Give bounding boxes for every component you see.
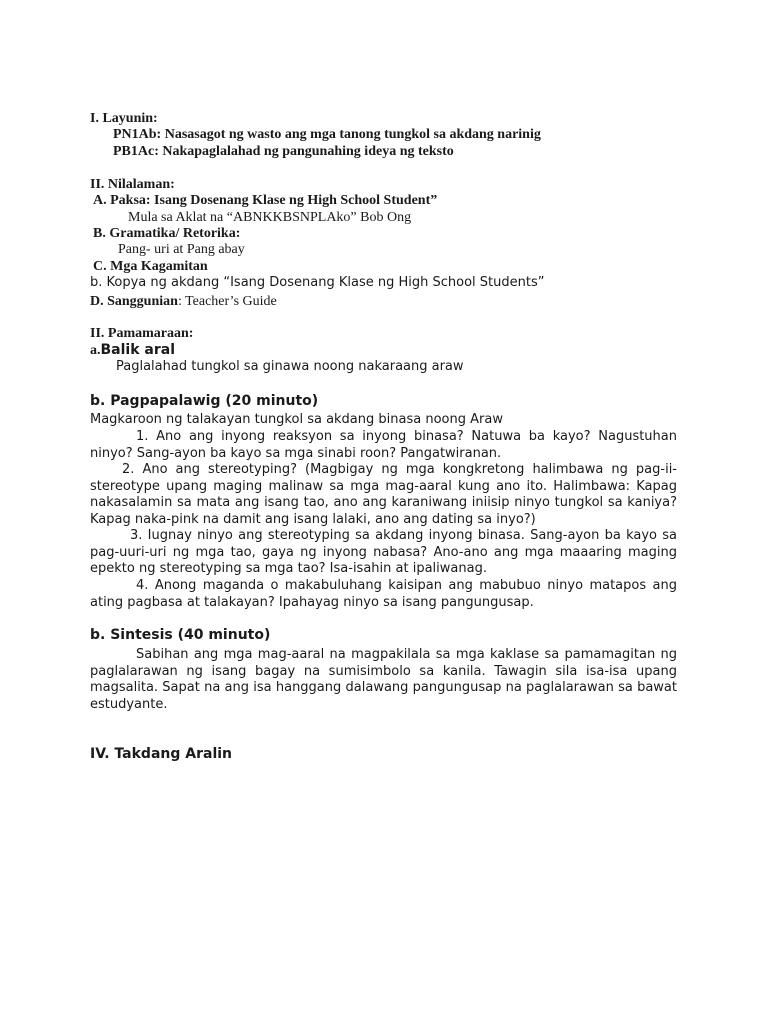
sintesis-text: Sabihan ang mga mag-aaral na magpakilala sa mga kaklase sa pamamagitan ng paglalarawan ng isang bagay na sumisimbolo sa kanila. Tawagin sila isa-isa upang magsalita. Sapat na ang isa hanggang dalawang pangungusap na paglalarawan sa bawat estudyante. bbox=[90, 647, 677, 712]
balik-aral-text: Paglalahad tungkol sa ginawa noong nakaraang araw bbox=[116, 359, 464, 374]
sanggunian-label: D. Sanggunian bbox=[90, 294, 178, 309]
question-1: 1. Ano ang inyong reaksyon sa inyong binasa? Natuwa ba kayo? Nagustuhan ninyo? Sang-ayon ba kayo sa mga sinabi roon? Pangatwiranan. bbox=[90, 429, 677, 461]
kagamitan-line: C. Mga Kagamitan bbox=[93, 259, 208, 274]
paksa-source: Mula sa Aklat na “ABNKKBSNPLAko” Bob Ong bbox=[128, 210, 412, 225]
balik-aral-prefix: a. bbox=[90, 343, 101, 358]
gramatika-value: Pang- uri at Pang abay bbox=[118, 242, 245, 257]
pamamaraan-heading: II. Pamamaraan: bbox=[90, 326, 194, 341]
question-4: 4. Anong maganda o makabuluhang kaisipan ang mabubuo ninyo matapos ang ating pagbasa at talakayan? Ipahayag ninyo sa isang pangungusap. bbox=[90, 578, 677, 610]
question-3: 3. Iugnay ninyo ang stereotyping sa akdang inyong binasa. Sang-ayon ba kayo sa pag-uuri-uri ng mga tao, gaya ng inyong nabasa? Ano-ano ang mga maaaring maging epekto ng stereotyping sa mga tao? Isa-isahin at ipaliwanag. bbox=[90, 528, 677, 577]
question-2: 2. Ano ang stereotyping? (Magbigay ng mga kongkretong halimbawa ng pag-ii-stereotype upang maging malinaw sa mga mag-aaral kung ano ito. Halimbawa: Kapag nakasalamin sa mata ang isang tao, ano ang karaniwang iniisip ninyo tungkol sa kaniya? Kapag naka-pink na damit ang isang lalaki, ano ang dating sa inyo?) bbox=[90, 462, 677, 527]
layunin-item-1: PN1Ab: Nasasagot ng wasto ang mga tanong tungkol sa akdang narinig bbox=[113, 127, 541, 142]
sintesis-heading: b. Sintesis (40 minuto) bbox=[90, 627, 271, 643]
layunin-heading: I. Layunin: bbox=[90, 111, 158, 126]
balik-aral-heading bbox=[90, 342, 175, 359]
balik-aral-label: Balik aral bbox=[100, 342, 175, 358]
pagpapalawig-heading: b. Pagpapalawig (20 minuto) bbox=[90, 393, 319, 409]
layunin-item-2: PB1Ac: Nakapaglalahad ng pangunahing ideya ng teksto bbox=[113, 144, 454, 159]
kagamitan-value: b. Kopya ng akdang “Isang Dosenang Klase ng High School Students” bbox=[90, 275, 545, 290]
sanggunian-value: : Teacher’s Guide bbox=[177, 294, 277, 309]
pagpapalawig-intro: Magkaroon ng talakayan tungkol sa akdang binasa noong Araw bbox=[90, 412, 503, 427]
takdang-aralin-heading: IV. Takdang Aralin bbox=[90, 746, 233, 762]
nilalaman-heading: II. Nilalaman: bbox=[90, 177, 175, 192]
gramatika-line: B. Gramatika/ Retorika: bbox=[93, 226, 241, 241]
sanggunian-line bbox=[90, 294, 277, 310]
paksa-line: A. Paksa: Isang Dosenang Klase ng High School Student” bbox=[93, 193, 438, 208]
